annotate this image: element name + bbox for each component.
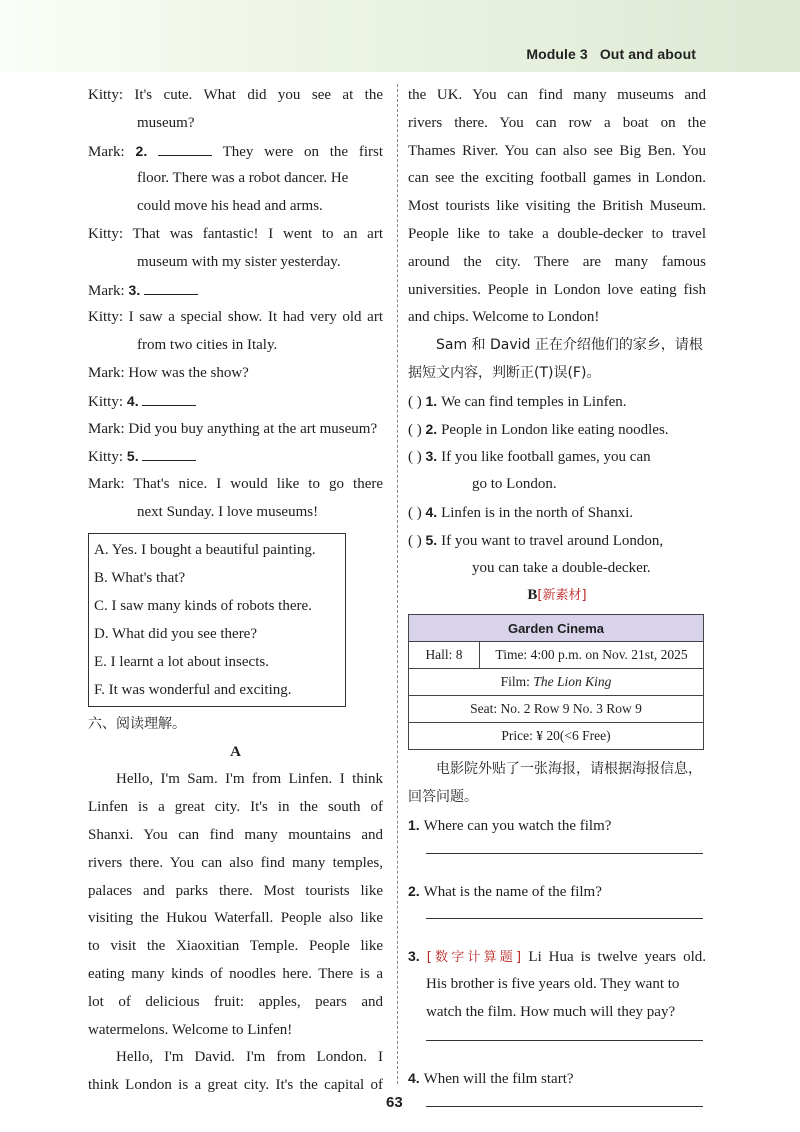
dialogue-line — [88, 304, 383, 332]
column-divider — [397, 84, 398, 1084]
question-item — [408, 812, 706, 840]
dialogue-continuation: floor. There was a robot dancer. He — [137, 170, 349, 187]
passage-a-line: rivers there. You can also find many temples, — [88, 854, 383, 871]
hall-cell: Hall: 8 — [409, 642, 480, 669]
speaker-name: Kitty: — [88, 225, 124, 242]
passage-a-line: lot of delicious fruit: apples, pears and — [88, 993, 383, 1010]
dialogue-continuation: from two cities in Italy. — [137, 337, 278, 354]
dialogue-continuation: next Sunday. I love museums! — [137, 503, 319, 520]
passage-a-line: visiting the Hukou Waterfall. People also like — [88, 910, 383, 927]
price-cell: Price: ¥ 20(<6 Free) — [409, 723, 704, 750]
options-box — [88, 533, 346, 707]
true-false-questions — [408, 388, 706, 583]
dialogue-text: They were on the first — [212, 143, 383, 160]
film-title: The Lion King — [533, 674, 612, 690]
page-header — [518, 46, 696, 62]
film-label: Film: — [500, 674, 530, 690]
answer-blank — [158, 141, 212, 156]
option-b: B. What's that? — [94, 569, 186, 586]
instruction-a-line2: 据短文内容，判断正(T)误(F)。 — [408, 364, 601, 381]
dialogue-line — [88, 277, 383, 305]
tf-text: Linfen is in the north of Shanxi. — [441, 504, 634, 521]
part-b-tag: 新素材 — [542, 588, 582, 604]
dialogue-continuation: could move his head and arms. — [137, 198, 323, 215]
answer-underline — [426, 1105, 703, 1107]
part-a-heading: A — [230, 743, 241, 760]
left-column — [88, 82, 383, 1100]
question-tag: [数字计算题] — [426, 950, 529, 966]
speaker-name: Kitty: — [88, 87, 124, 103]
tf-item — [408, 499, 706, 527]
question-text: What is the name of the film? — [423, 883, 602, 900]
blank-number: 5. — [123, 448, 143, 465]
cinema-poster — [408, 614, 704, 750]
tf-item — [408, 527, 706, 555]
dialogue — [88, 82, 383, 527]
module-title: Out and about — [599, 46, 696, 62]
tf-continuation: go to London. — [472, 476, 557, 493]
passage-b-line: Most tourists like visiting the British Museum. — [408, 198, 706, 215]
tf-paren: ( ) — [408, 449, 426, 466]
passage-a-line: Linfen is a great city. It's in the south of — [88, 799, 383, 816]
part-b-label: B — [527, 587, 538, 604]
blank-number: 4. — [123, 392, 143, 409]
option-d: D. What did you see there? — [94, 625, 258, 642]
tf-text: We can find temples in Linfen. — [441, 393, 627, 410]
dialogue-text: It's cute. What did you see at the — [123, 87, 383, 103]
dialogue-text: That was fantastic! I went to an art — [123, 225, 383, 242]
tf-item — [408, 388, 706, 416]
passage-a-line: palaces and parks there. Most tourists like — [88, 882, 383, 899]
instruction-b-line1: 电影院外贴了一张海报，请根据海报信息， — [436, 761, 702, 778]
dialogue-line — [88, 471, 383, 499]
speaker-name: Kitty: — [88, 393, 124, 410]
speaker-name: Mark: — [88, 476, 125, 493]
passage-b-line: can see the exciting football games in London. — [408, 170, 706, 187]
question-item — [408, 1065, 706, 1093]
tf-text: If you want to travel around London, — [441, 532, 664, 549]
module-label: Module 3 — [526, 46, 588, 62]
dialogue-line — [88, 388, 383, 416]
option-f: F. It was wonderful and exciting. — [94, 681, 292, 698]
passage-b-right — [408, 82, 706, 332]
passage-a-line: Hello, I'm Sam. I'm from Linfen. I think — [116, 771, 383, 788]
speaker-name: Mark: — [88, 282, 125, 299]
question-continuation: His brother is five years old. They want to — [426, 976, 680, 993]
page-number: 63 — [386, 1094, 403, 1111]
tf-paren: ( ) — [408, 532, 426, 549]
passage-b-line: People like to take a double-decker to travel — [408, 225, 706, 242]
dialogue-text: How was the show? — [124, 364, 249, 381]
dialogue-line — [88, 416, 383, 444]
dialogue-text: Did you buy anything at the art museum? — [124, 420, 378, 437]
film-cell — [409, 669, 704, 696]
passage-b-line: and chips. Welcome to London! — [408, 309, 600, 326]
seat-cell: Seat: No. 2 Row 9 No. 3 Row 9 — [409, 696, 704, 723]
tf-number: 4. — [425, 503, 442, 520]
passage-a-line: to visit the Xiaoxitian Temple. People like — [88, 938, 383, 955]
tf-item — [408, 443, 706, 471]
tf-paren: ( ) — [408, 421, 426, 438]
passage-a-line: eating many kinds of noodles here. There is a — [88, 965, 383, 982]
question-text: When will the film start? — [423, 1070, 574, 1087]
passage-b-line: rivers there. You can row a boat on the — [408, 114, 706, 131]
passage-b-line: Hello, I'm David. I'm from London. I — [116, 1049, 383, 1066]
blank-number: 3. — [124, 281, 145, 298]
tf-paren: ( ) — [408, 504, 426, 521]
dialogue-text: That's nice. I would like to go there — [124, 476, 383, 493]
question-continuation: watch the film. How much will they pay? — [426, 1003, 676, 1020]
instruction-a-line1: Sam 和 David 正在介绍他们的家乡，请根 — [436, 337, 703, 354]
tf-text: People in London like eating noodles. — [441, 421, 669, 438]
dialogue-line — [88, 221, 383, 249]
right-column — [408, 82, 706, 1131]
question-number: 4. — [408, 1069, 424, 1086]
option-e: E. I learnt a lot about insects. — [94, 653, 269, 670]
passage-b-line: around the city. There are many famous — [408, 253, 706, 270]
answer-underline — [426, 1039, 703, 1041]
passage-b-line: think London is a great city. It's the capital of — [88, 1077, 383, 1094]
speaker-name: Mark: — [88, 364, 125, 381]
question-item — [408, 878, 706, 906]
passage-b-line: Thames River. You can also see Big Ben. You — [408, 142, 706, 159]
answer-line — [408, 917, 706, 943]
dialogue-text: I saw a special show. It had very old art — [123, 309, 383, 326]
tf-number: 2. — [425, 420, 442, 437]
answer-line — [408, 852, 706, 878]
passage-a-line: Shanxi. You can find many mountains and — [88, 826, 383, 843]
speaker-name: Mark: — [88, 420, 125, 437]
tf-number: 3. — [425, 448, 442, 465]
passage-b-line: universities. People in London love eating fish — [408, 281, 706, 298]
section-title: 六、阅读理解。 — [88, 715, 186, 732]
answer-blank — [142, 446, 196, 461]
question-item — [408, 943, 706, 971]
tf-continuation: you can take a double-decker. — [472, 559, 651, 576]
answer-blank — [142, 391, 196, 406]
speaker-name: Mark: — [88, 143, 125, 160]
answer-blank — [144, 280, 198, 295]
blank-number: 2. — [124, 142, 159, 159]
speaker-name: Kitty: — [88, 449, 124, 466]
dialogue-line — [88, 138, 383, 166]
question-number: 3. — [408, 948, 427, 965]
tf-item — [408, 416, 706, 444]
option-c: C. I saw many kinds of robots there. — [94, 597, 312, 614]
tf-paren: ( ) — [408, 393, 426, 410]
tf-number: 5. — [425, 531, 442, 548]
question-text: Where can you watch the film? — [423, 817, 612, 834]
option-a: A. Yes. I bought a beautiful painting. — [94, 541, 316, 558]
tf-text: If you like football games, you can — [441, 449, 651, 466]
cinema-name: Garden Cinema — [409, 615, 704, 642]
dialogue-line — [88, 82, 383, 110]
dialogue-continuation: museum with my sister yesterday. — [137, 253, 341, 270]
question-number: 2. — [408, 882, 424, 899]
answer-underline — [426, 852, 703, 854]
passage-b-left — [88, 1044, 383, 1100]
time-cell: Time: 4:00 p.m. on Nov. 21st, 2025 — [480, 642, 704, 669]
passage-a — [88, 766, 383, 1044]
answer-underline — [426, 917, 703, 919]
answer-line — [408, 1105, 706, 1131]
passage-b-line: the UK. You can find many museums and — [408, 87, 706, 103]
speaker-name: Kitty: — [88, 309, 124, 326]
question-number: 1. — [408, 816, 424, 833]
tf-number: 1. — [425, 392, 442, 409]
dialogue-line — [88, 360, 383, 388]
instruction-b-line2: 回答问题。 — [408, 788, 478, 805]
dialogue-line — [88, 443, 383, 471]
passage-a-line: watermelons. Welcome to Linfen! — [88, 1021, 293, 1038]
answer-line — [408, 1039, 706, 1065]
question-text: Li Hua is twelve years old. — [528, 949, 706, 966]
dialogue-continuation: museum? — [137, 114, 195, 131]
part-b-heading: B[新素材] — [527, 587, 587, 604]
questions — [408, 812, 706, 1131]
